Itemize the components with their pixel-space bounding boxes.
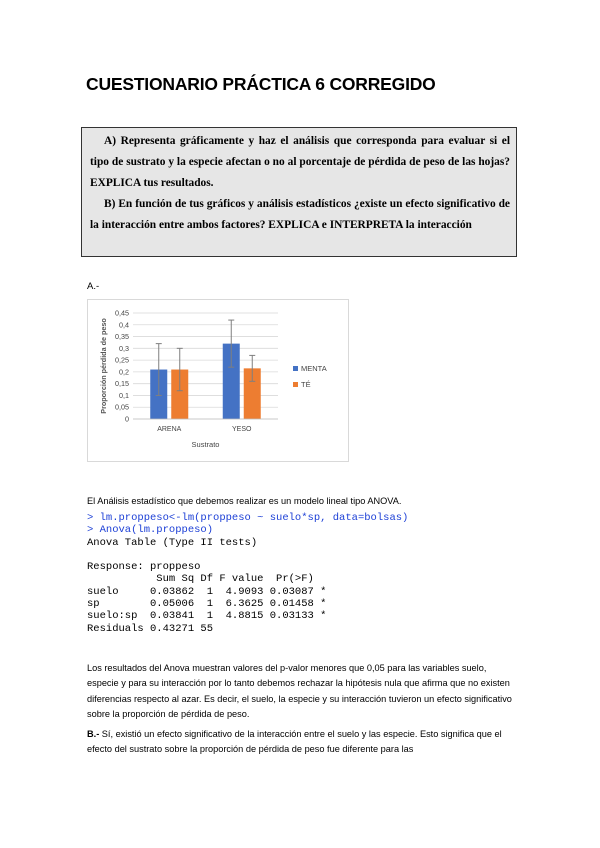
legend-swatch (293, 366, 298, 371)
results-paragraph: Los resultados del Anova muestran valores del p-valor menores que 0,05 para las variables suelo, especie y para su interacción por lo tanto debemos rechazar la hipótesis nula que afirma que no existen diferencias respecto al azar. Es decir, el suelo, la especie y su interacción tuvieron un efecto significativo sobre la proporción de pérdida de peso. (87, 663, 512, 720)
y-tick-label: 0,15 (115, 379, 129, 389)
y-tick-label: 0,3 (119, 343, 129, 353)
y-tick-label: 0,05 (115, 402, 129, 412)
section-a-label: A.- (87, 281, 100, 292)
analysis-intro: El Análisis estadístico que debemos realizar es un modelo lineal tipo ANOVA. (87, 496, 402, 506)
page-title: CUESTIONARIO PRÁCTICA 6 CORREGIDO (86, 74, 436, 94)
y-tick-label: 0,4 (119, 320, 129, 330)
y-tick-label: 0 (125, 414, 129, 424)
question-b: B) En función de tus gráficos y análisis estadísticos ¿existe un efecto significativo de la interacción entre ambos factores? EXPLICA e INTERPRETA la interacción (90, 198, 510, 231)
y-axis-label: Proporción pérdida de peso (99, 318, 108, 414)
chart-svg (88, 300, 350, 463)
legend-label: MENTA (301, 364, 327, 373)
r-command-line: > lm.proppeso<-lm(proppeso ~ suelo*sp, data=bolsas) (87, 512, 409, 524)
y-tick-label: 0,1 (119, 390, 129, 400)
bar-chart (87, 299, 349, 462)
b-answer-text: Sí, existió un efecto significativo de la interacción entre el suelo y las especie. Esto significa que el efecto del sustrato sobre la proporción de pérdida de peso fue diferente para las (87, 729, 502, 755)
r-console-output (87, 512, 408, 635)
r-output-line: suelo:sp 0.03841 1 4.8815 0.03133 * (87, 610, 327, 623)
x-axis-label: Sustrato (191, 440, 220, 449)
r-output-line: Sum Sq Df F value Pr(>F) (87, 573, 314, 586)
b-answer-paragraph (87, 727, 517, 758)
y-tick-label: 0,35 (115, 332, 129, 342)
y-tick-label: 0,25 (115, 355, 129, 365)
y-tick-label: 0,45 (115, 308, 129, 318)
r-output-line: Anova Table (Type II tests) (87, 536, 258, 549)
x-tick-label: YESO (232, 426, 252, 433)
question-a: A) Representa gráficamente y haz el análisis que corresponda para evaluar si el tipo de sustrato y la especie afectan o no al porcentaje de pérdida de peso de las hojas? EXPLICA tus resultados. (90, 135, 510, 189)
legend-swatch (293, 382, 298, 387)
y-tick-label: 0,2 (119, 367, 129, 377)
b-label: B.- (87, 729, 100, 739)
x-tick-label: ARENA (157, 426, 182, 433)
r-output-line: Response: proppeso (87, 561, 201, 574)
questions-box (81, 127, 517, 257)
r-command-line: > Anova(lm.proppeso) (87, 524, 214, 537)
r-output-line: suelo 0.03862 1 4.9093 0.03087 * (87, 585, 327, 598)
r-output-line: Residuals 0.43271 55 (87, 622, 214, 635)
r-output-line: sp 0.05006 1 6.3625 0.01458 * (87, 598, 327, 611)
legend-label: TÉ (301, 380, 311, 389)
